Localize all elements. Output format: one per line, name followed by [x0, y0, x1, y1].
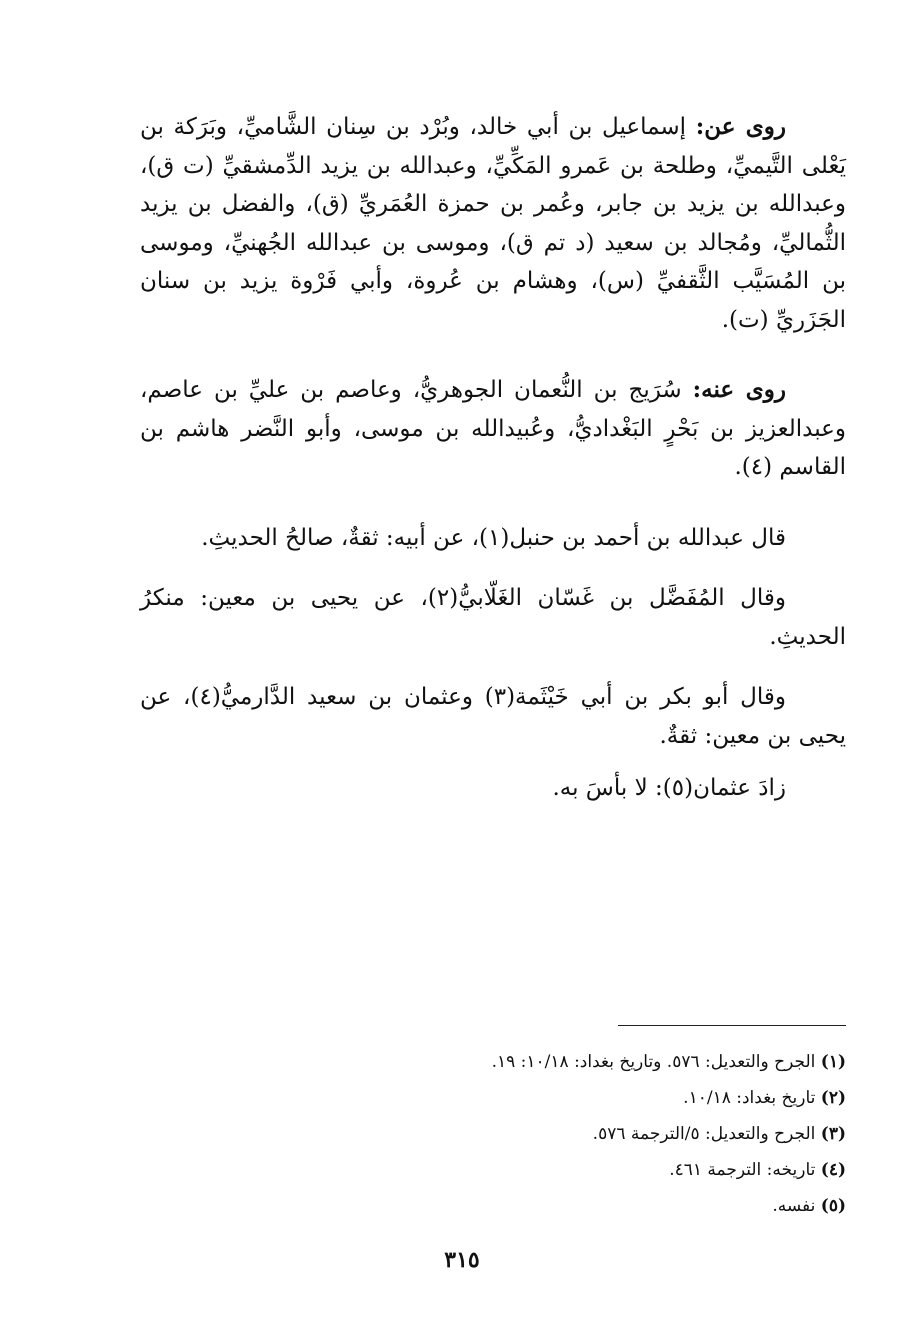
footnote-text: نفسه.: [772, 1196, 816, 1216]
paragraph-ahmad-quote: قال عبدالله بن أحمد بن حنبل(١)، عن أبيه: ثقةٌ، صالحُ الحديثِ.: [201, 524, 786, 551]
footnote-divider: [618, 1025, 846, 1026]
paragraph-mufaddal-quote: وقال المُفَضَّل بن غَسّان الغَلّابيُّ(٢)، عن يحيى بن معين: منكرُ الحديثِ.: [140, 585, 846, 650]
footnote-number: (٣): [820, 1124, 846, 1144]
footnotes: [300, 1044, 846, 1224]
narrated-from-label: روى عن:: [695, 113, 786, 140]
paragraph-narrated-from: [140, 108, 846, 339]
footnote-text: الجرح والتعديل: ٥٧٦. وتاريخ بغداد: ١٠/١٨: ١٩.: [491, 1052, 816, 1072]
footnote-item: [300, 1080, 846, 1116]
footnote-item: [300, 1188, 846, 1224]
paragraph-abubakr-quote: وقال أبو بكر بن أبي خَيْثَمة(٣) وعثمان بن سعيد الدَّارميُّ(٤)، عن يحيى بن معين: ثقةٌ.: [140, 684, 846, 749]
footnote-text: تاريخ بغداد: ١٠/١٨.: [683, 1088, 816, 1108]
page-number: ٣١٥: [444, 1247, 480, 1273]
footnote-number: (٥): [820, 1196, 846, 1216]
main-text: [140, 108, 846, 808]
footnote-text: تاريخه: الترجمة ٤٦١.: [669, 1160, 816, 1180]
paragraph-uthman-addition: زادَ عثمان(٥): لا بأسَ به.: [552, 775, 786, 801]
footnote-item: [300, 1044, 846, 1080]
footnote-number: (٢): [820, 1088, 846, 1108]
footnote-item: [300, 1152, 846, 1188]
footnote-item: [300, 1116, 846, 1152]
paragraph-narrated-by: [140, 371, 846, 487]
footnote-text: الجرح والتعديل: ٥/الترجمة ٥٧٦.: [592, 1124, 816, 1144]
narrated-from-text: إسماعيل بن أبي خالد، وبُرْد بن سِنان الشَّاميِّ، وبَرَكة بن يَعْلى التَّيميِّ، وطلحة بن عَمرو المَكِّيِّ، وعبدالله بن يزيد الدِّمشقيِّ (ت ق)، وعبدالله بن يزيد بن جابر، وعُمر بن حمزة العُمَريِّ (ق)، والفضل بن يزيد الثُّماليِّ، ومُجالد بن سعيد (د تم ق)، وموسى بن عبدالله الجُهنيِّ، وموسى بن المُسَيَّب الثَّقفيِّ (س)، وهشام بن عُروة، وأبي فَرْوة يزيد بن سنان الجَزَريِّ (ت).: [140, 114, 846, 333]
narrated-by-label: روى عنه:: [692, 376, 786, 403]
footnote-number: (٤): [820, 1160, 846, 1180]
footnote-number: (١): [820, 1052, 846, 1072]
narrated-by-text: سُرَيج بن النُّعمان الجوهريُّ، وعاصم بن عليِّ بن عاصم، وعبدالعزيز بن بَحْرٍ البَغْداديُّ، وعُبيدالله بن موسى، وأبو النَّضر هاشم بن القاسم (٤).: [140, 377, 846, 480]
